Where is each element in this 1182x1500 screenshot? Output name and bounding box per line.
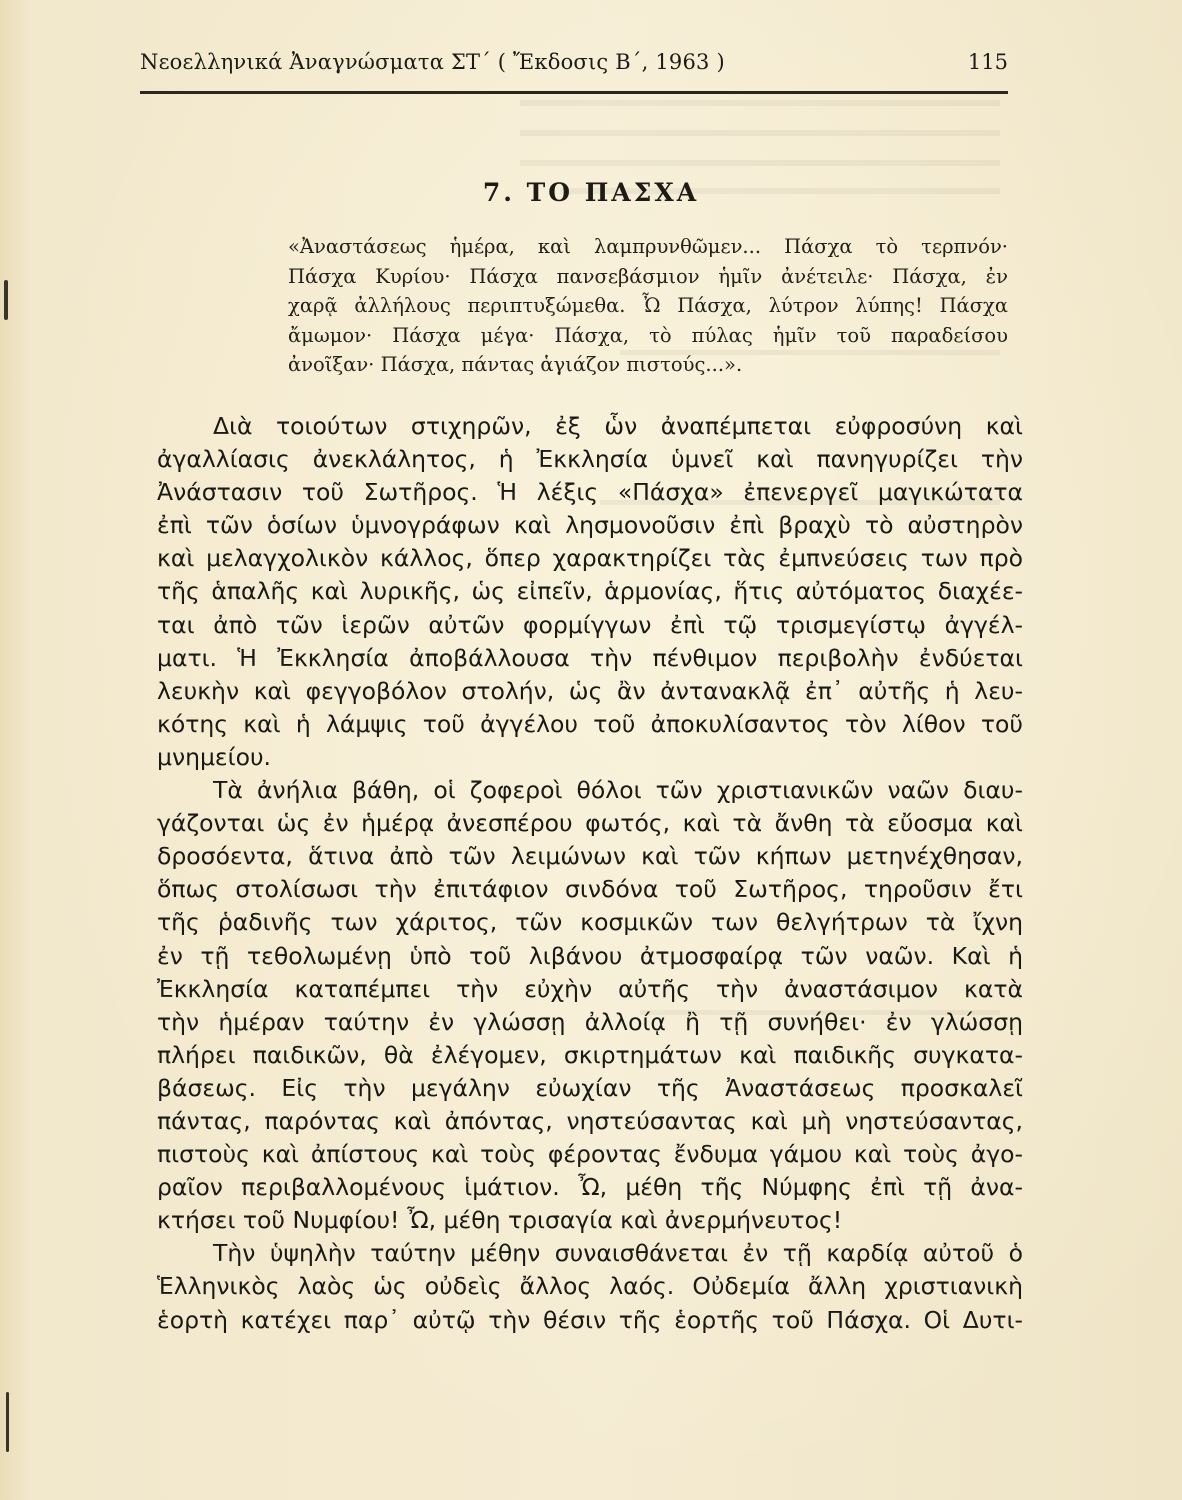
header-title: Νεοελληνικά Ἀναγνώσματα ΣΤ΄ ( Ἔκδοσις Β΄, 1963 )	[140, 50, 725, 74]
body-text	[157, 410, 1023, 1337]
body-line: τῆς ἁπαλῆς καὶ λυρικῆς, ὡς εἰπεῖν, ἁρμονίας, ἥτις αὐτόματος διαχέε-	[157, 577, 1023, 606]
body-line: Τὰ ἀνήλια βάθη, οἱ ζοφεροὶ θόλοι τῶν χριστιανικῶν ναῶν διαυ-	[213, 776, 1023, 805]
epigraph-line: Πάσχα Κυρίου· Πάσχα πανσεβάσμιον ἡμῖν ἀνέτειλε· Πάσχα, ἐν	[288, 264, 1008, 288]
body-line: Διὰ τοιούτων στιχηρῶν, ἐξ ὧν ἀναπέμπεται εὐφροσύνη καὶ	[213, 412, 1023, 440]
body-line: Τὴν ὑψηλὴν ταύτην μέθην συναισθάνεται ἐν τῇ καρδίᾳ αὐτοῦ ὁ	[213, 1239, 1023, 1268]
chapter-title: 7. ΤΟ ΠΑΣΧΑ	[482, 178, 700, 207]
body-line: πλήρει παιδικῶν, θὰ ἐλέγομεν, σκιρτημάτων καὶ παιδικῆς συγκατα-	[157, 1040, 1023, 1069]
body-line: ται ἀπὸ τῶν ἱερῶν αὐτῶν φορμίγγων ἐπὶ τῷ τρισμεγίστῳ ἀγγέλ-	[157, 610, 1023, 639]
epigraph	[288, 232, 1008, 380]
header-rule	[140, 91, 1008, 94]
epigraph-line: ἀνοῖξαν· Πάσχα, πάντας ἁγιάζον πιστούς...».	[288, 353, 743, 377]
body-line: Ἐκκλησία καταπέμπει τὴν εὐχὴν αὐτῆς τὴν ἀναστάσιμον κατὰ	[157, 974, 1023, 1003]
body-line: τὴν ἡμέραν ταύτην ἐν γλώσσῃ ἀλλοίᾳ ἢ τῇ συνήθει· ἐν γλώσσῃ	[157, 1007, 1023, 1036]
margin-mark	[6, 1392, 9, 1452]
epigraph-line: χαρᾷ ἀλλήλους περιπτυξώμεθα. Ὦ Πάσχα, λύτρον λύπης! Πάσχα	[288, 294, 1008, 318]
body-line: λευκὴν καὶ φεγγοβόλον στολήν, ὡς ἂν ἀντανακλᾷ ἐπ᾿ αὐτῆς ἡ λευ-	[157, 676, 1023, 705]
body-line: ἐπὶ τῶν ὁσίων ὑμνογράφων καὶ λησμονοῦσιν ἐπὶ βραχὺ τὸ αὐστηρὸν	[157, 511, 1023, 540]
body-line: κτήσει τοῦ Νυμφίου! Ὦ, μέθη τρισαγία καὶ ἀνερμήνευτος!	[157, 1206, 843, 1235]
body-line: ματι. Ἡ Ἐκκλησία ἀποβάλλουσα τὴν πένθιμον περιβολὴν ἐνδύεται	[157, 643, 1023, 672]
epigraph-line: «Ἀναστάσεως ἡμέρα, καὶ λαμπρυνθῶμεν... Πάσχα τὸ τερπνόν·	[288, 235, 1008, 258]
body-line: πιστοὺς καὶ ἀπίστους καὶ τοὺς φέροντας ἔνδυμα γάμου καὶ τοὺς ἀγο-	[157, 1140, 1023, 1169]
body-line: ἑορτὴ κατέχει παρ᾿ αὐτῷ τὴν θέσιν τῆς ἑορτῆς τοῦ Πάσχα. Οἱ Δυτι-	[157, 1305, 1023, 1334]
body-line: ἀγαλλίασις ἀνεκλάλητος, ἡ Ἐκκλησία ὑμνεῖ καὶ πανηγυρίζει τὴν	[157, 445, 1023, 474]
margin-mark	[4, 280, 8, 320]
body-line: πάντας, παρόντας καὶ ἀπόντας, νηστεύσαντας καὶ μὴ νηστεύσαντας,	[157, 1106, 1023, 1135]
page-number: 115	[967, 50, 1008, 74]
body-line: Ἀνάστασιν τοῦ Σωτῆρος. Ἡ λέξις «Πάσχα» ἐπενεργεῖ μαγικώτατα	[157, 478, 1023, 507]
body-line: ὅπως στολίσωσι τὴν ἐπιτάφιον σινδόνα τοῦ Σωτῆρος, τηροῦσιν ἔτι	[157, 875, 1023, 904]
body-line: ραῖον περιβαλλομένους ἱμάτιον. Ὦ, μέθη τῆς Νύμφης ἐπὶ τῇ ἀνα-	[157, 1173, 1023, 1202]
running-header	[140, 50, 1008, 84]
body-line: γάζονται ὡς ἐν ἡμέρᾳ ἀνεσπέρου φωτός, καὶ τὰ ἄνθη τὰ εὔοσμα καὶ	[157, 809, 1023, 838]
body-line: δροσόεντα, ἅτινα ἀπὸ τῶν λειμώνων καὶ τῶν κήπων μετηνέχθησαν,	[157, 842, 1023, 871]
body-line: μνημείου.	[157, 742, 272, 771]
body-line: βάσεως. Εἰς τὴν μεγάλην εὐωχίαν τῆς Ἀναστάσεως προσκαλεῖ	[157, 1073, 1023, 1102]
body-line: κότης καὶ ἡ λάμψις τοῦ ἀγγέλου τοῦ ἀποκυλίσαντος τὸν λίθον τοῦ	[157, 709, 1023, 738]
body-line: ἐν τῇ τεθολωμένῃ ὑπὸ τοῦ λιβάνου ἀτμοσφαίρᾳ τῶν ναῶν. Καὶ ἡ	[157, 941, 1023, 970]
body-line: τῆς ῥαδινῆς των χάριτος, τῶν κοσμικῶν των θελγήτρων τὰ ἴχνη	[157, 908, 1023, 937]
epigraph-line: ἄμωμον· Πάσχα μέγα· Πάσχα, τὸ πύλας ἡμῖν τοῦ παραδείσου	[288, 323, 1008, 347]
body-line: καὶ μελαγχολικὸν κάλλος, ὅπερ χαρακτηρίζει τὰς ἐμπνεύσεις των πρὸ	[157, 544, 1023, 573]
body-line: Ἑλληνικὸς λαὸς ὡς οὐδεὶς ἄλλος λαός. Οὐδεμία ἄλλη χριστιανικὴ	[157, 1272, 1023, 1301]
